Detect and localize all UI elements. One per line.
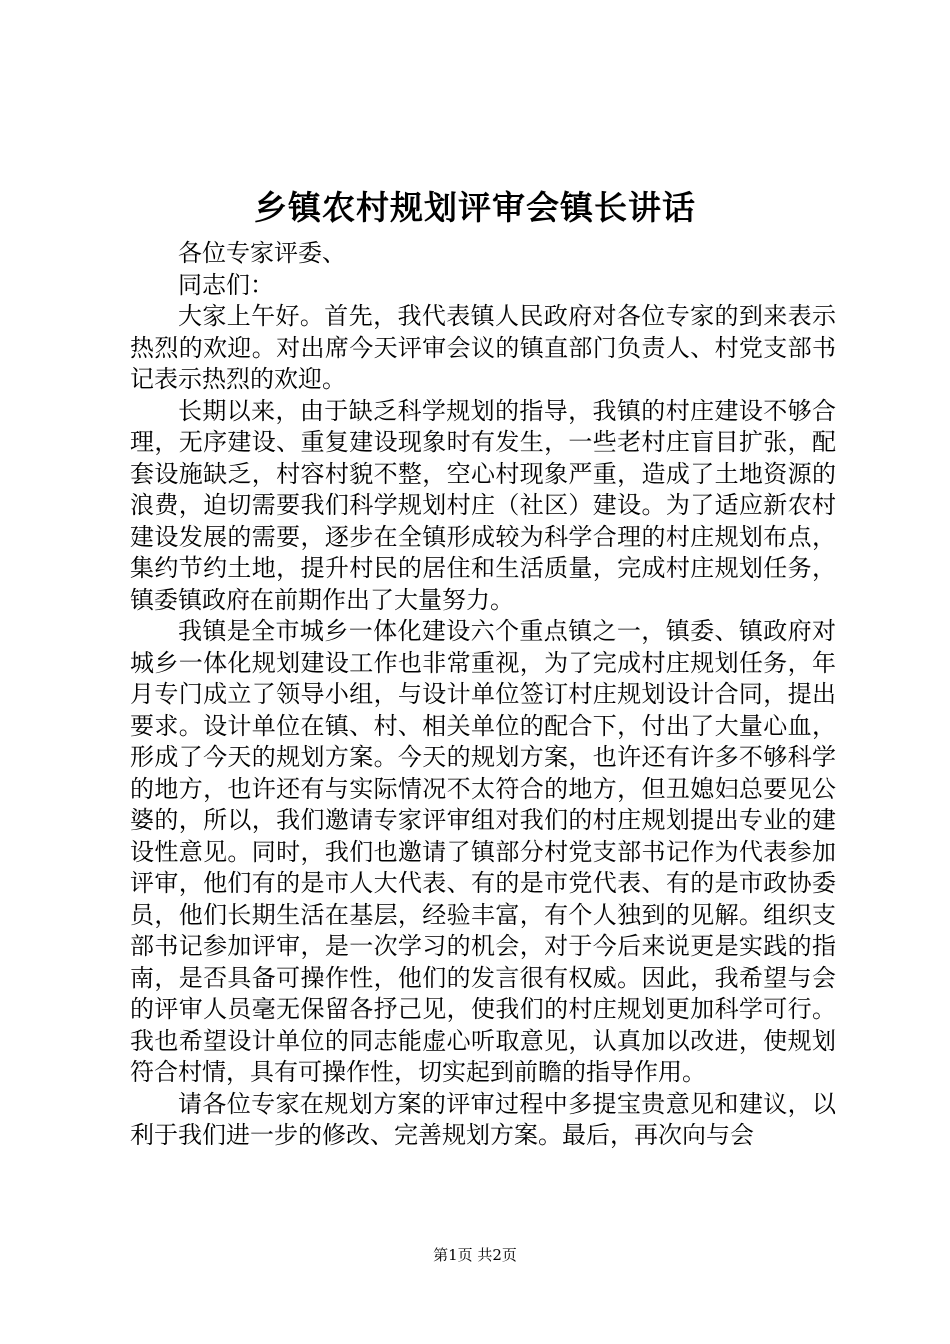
body-paragraph: 请各位专家在规划方案的评审过程中多提宝贵意见和建议，以利于我们进一步的修改、完善规划方案。最后，再次向与会 (130, 1089, 836, 1149)
document-body (130, 238, 836, 1152)
document-title: 乡镇农村规划评审会镇长讲话 (254, 188, 696, 227)
salutation-line: 同志们： (178, 270, 274, 299)
body-paragraph: 长期以来，由于缺乏科学规划的指导，我镇的村庄建设不够合理，无序建设、重复建设现象时有发生，一些老村庄盲目扩张，配套设施缺乏，村容村貌不整，空心村现象严重，造成了土地资源的浪费，迫切需要我们科学规划村庄（社区）建设。为了适应新农村建设发展的需要，逐步在全镇形成较为科学合理的村庄规划布点，集约节约土地，提升村民的居住和生活质量，完成村庄规划任务，镇委镇政府在前期作出了大量努力。 (130, 396, 836, 614)
page-number-footer: 第1页 共2页 (433, 1246, 517, 1264)
body-paragraph: 我镇是全市城乡一体化建设六个重点镇之一，镇委、镇政府对城乡一体化规划建设工作也非常重视，为了完成村庄规划任务，年月专门成立了领导小组，与设计单位签订村庄规划设计合同，提出要求。设计单位在镇、村、相关单位的配合下，付出了大量心血，形成了今天的规划方案。今天的规划方案，也许还有许多不够科学的地方，也许还有与实际情况不太符合的地方，但丑媳妇总要见公婆的，所以，我们邀请专家评审组对我们的村庄规划提出专业的建设性意见。同时，我们也邀请了镇部分村党支部书记作为代表参加评审，他们有的是市人大代表、有的是市党代表、有的是市政协委员，他们长期生活在基层，经验丰富，有个人独到的见解。组织支部书记参加评审，是一次学习的机会，对于今后来说更是实践的指南，是否具备可操作性，他们的发言很有权威。因此，我希望与会的评审人员毫无保留各抒己见，使我们的村庄规划更加科学可行。我也希望设计单位的同志能虚心听取意见，认真加以改进，使规划符合村情，具有可操作性，切实起到前瞻的指导作用。 (130, 617, 836, 1086)
salutation-line: 各位专家评委、 (178, 239, 346, 267)
body-paragraph: 大家上午好。首先，我代表镇人民政府对各位专家的到来表示热烈的欢迎。对出席今天评审会议的镇直部门负责人、村党支部书记表示热烈的欢迎。 (130, 302, 836, 393)
